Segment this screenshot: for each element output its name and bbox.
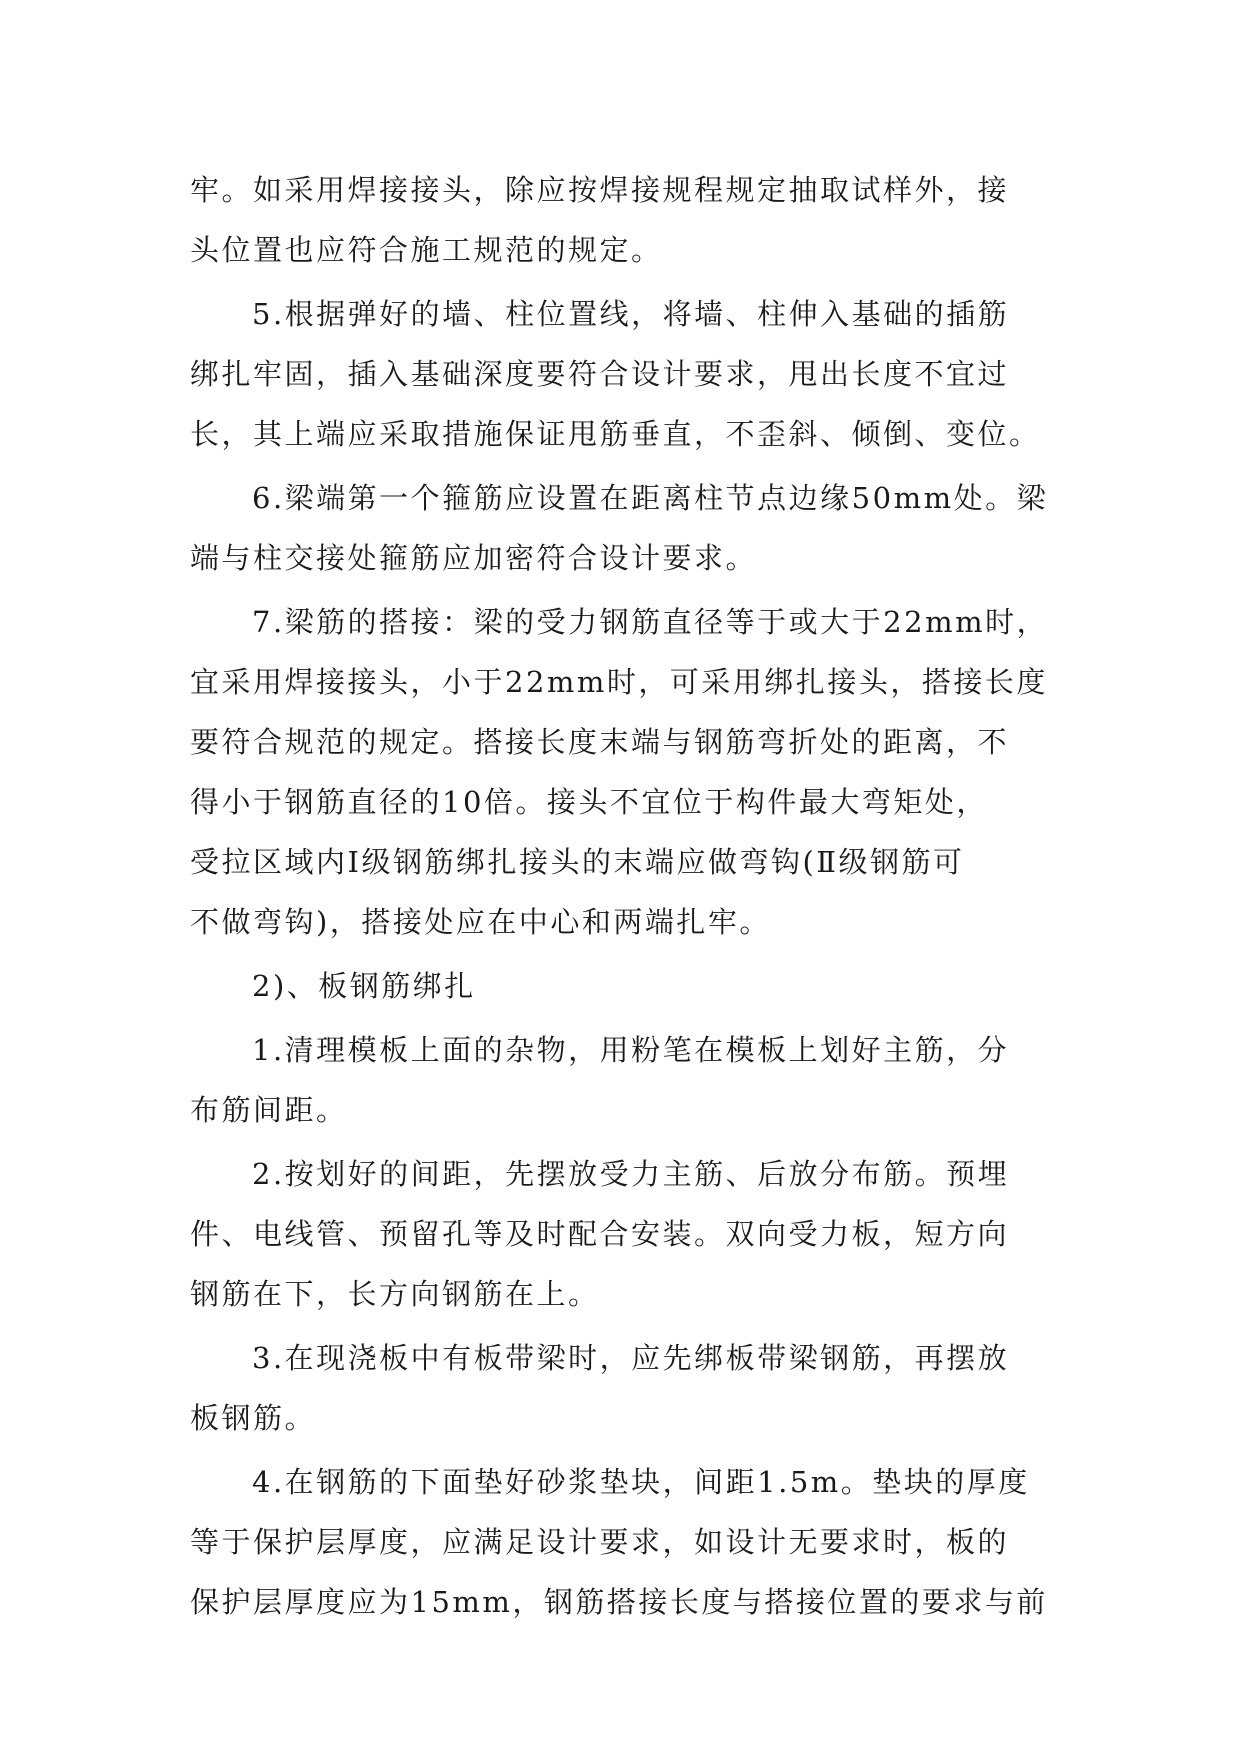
text-line: 3.在现浇板中有板带梁时，应先绑板带梁钢筋，再摆放 xyxy=(252,1341,1010,1375)
text-line: 绑扎牢固，插入基础深度要符合设计要求，甩出长度不宜过 xyxy=(190,357,1010,391)
text-line: 5.根据弹好的墙、柱位置线，将墙、柱伸入基础的插筋 xyxy=(252,297,1010,331)
paragraph-item-1 xyxy=(190,1020,1070,1140)
paragraph-item-3 xyxy=(190,1328,1070,1448)
text-line: 头位置也应符合施工规范的规定。 xyxy=(190,233,663,267)
paragraph-item-2 xyxy=(190,1144,1070,1324)
paragraph-item-7 xyxy=(190,592,1070,952)
text-line: 件、电线管、预留孔等及时配合安装。双向受力板，短方向 xyxy=(190,1217,1010,1251)
text-line: 不做弯钩)，搭接处应在中心和两端扎牢。 xyxy=(190,905,771,939)
paragraph-continuation xyxy=(190,160,1070,280)
text-line: 1.清理模板上面的杂物，用粉笔在模板上划好主筋，分 xyxy=(252,1033,1010,1067)
section-heading: 2)、板钢筋绑扎 xyxy=(252,969,476,1003)
paragraph-item-5 xyxy=(190,284,1070,464)
text-line: 2.按划好的间距，先摆放受力主筋、后放分布筋。预埋 xyxy=(252,1157,1010,1191)
text-line: 要符合规范的规定。搭接长度末端与钢筋弯折处的距离，不 xyxy=(190,725,1010,759)
text-line: 受拉区域内Ⅰ级钢筋绑扎接头的末端应做弯钩(Ⅱ级钢筋可 xyxy=(190,845,965,879)
text-line: 布筋间距。 xyxy=(190,1093,348,1127)
document-body xyxy=(190,160,1070,1632)
paragraph-item-6 xyxy=(190,468,1070,588)
section-heading-slab-rebar xyxy=(190,956,1070,1016)
text-line: 长，其上端应采取措施保证甩筋垂直，不歪斜、倾倒、变位。 xyxy=(190,417,1041,451)
text-line: 6.梁端第一个箍筋应设置在距离柱节点边缘50mm处。梁 xyxy=(252,481,1049,515)
paragraph-item-4 xyxy=(190,1452,1070,1632)
text-line: 7.梁筋的搭接：梁的受力钢筋直径等于或大于22mm时， xyxy=(252,605,1049,639)
text-line: 4.在钢筋的下面垫好砂浆垫块，间距1.5m。垫块的厚度 xyxy=(252,1465,1030,1499)
text-line: 宜采用焊接接头，小于22mm时，可采用绑扎接头，搭接长度 xyxy=(190,665,1048,699)
text-line: 端与柱交接处箍筋应加密符合设计要求。 xyxy=(190,541,758,575)
text-line: 钢筋在下，长方向钢筋在上。 xyxy=(190,1277,600,1311)
text-line: 保护层厚度应为15mm，钢筋搭接长度与搭接位置的要求与前 xyxy=(190,1585,1048,1619)
text-line: 牢。如采用焊接接头，除应按焊接规程规定抽取试样外，接 xyxy=(190,173,1010,207)
text-line: 板钢筋。 xyxy=(190,1401,317,1435)
text-line: 得小于钢筋直径的10倍。接头不宜位于构件最大弯矩处， xyxy=(190,785,988,819)
text-line: 等于保护层厚度，应满足设计要求，如设计无要求时，板的 xyxy=(190,1525,1010,1559)
